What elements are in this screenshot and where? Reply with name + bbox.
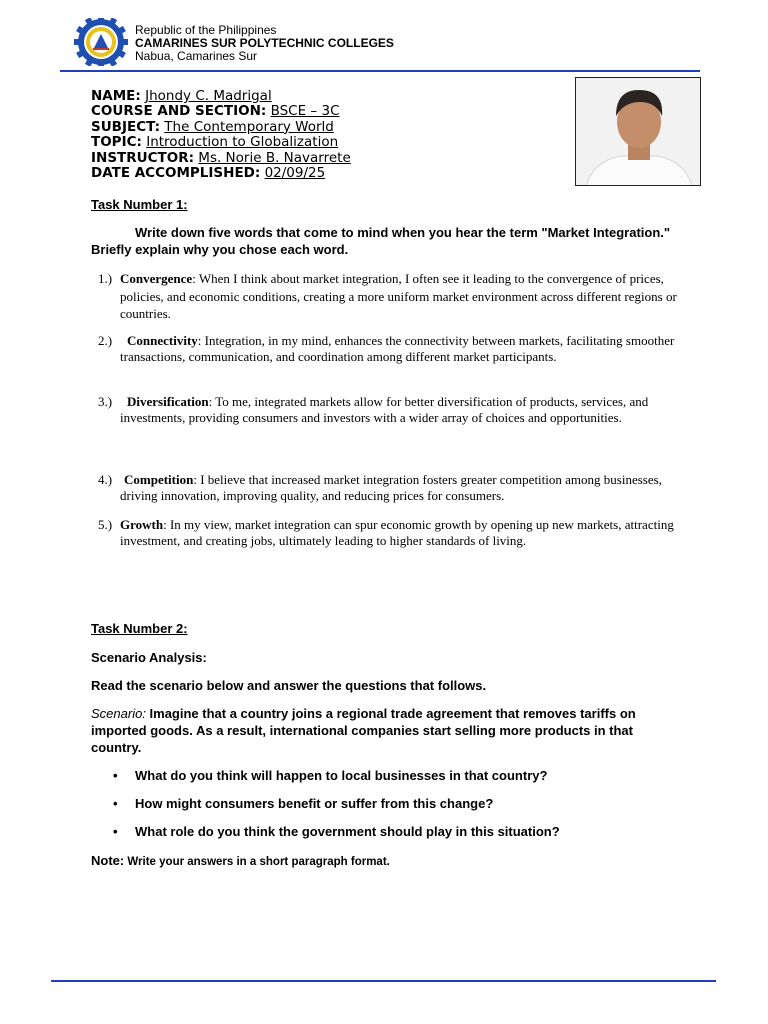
list-item: 1.) Convergence: When I think about market integration, I often see it leading to the convergence of prices, policies, and economic conditions, creating a more uniform market environment across different regions or countries.: [98, 271, 677, 321]
list-item: 5.) Growth: In my view, market integration can spur economic growth by opening up new markets, attracting investment, and creating jobs, ultimately leading to higher standards of living.: [98, 517, 674, 548]
republic-line: Republic of the Philippines: [135, 23, 277, 37]
info-row-topic: TOPIC: Introduction to Globalization: [91, 134, 339, 151]
letterhead-text: [135, 24, 394, 63]
info-row-subject: SUBJECT: The Contemporary World: [91, 118, 334, 135]
info-row-name: NAME: Jhondy C. Madrigal: [91, 88, 272, 104]
list-item: 3.) Diversification: To me, integrated markets allow for better diversification of products, services, and investments, providing consumers and investors with a wider array of choices and opportunities.: [98, 394, 649, 425]
student-info: [91, 89, 351, 181]
task2-instruction: Read the scenario below and answer the questions that follows.: [91, 678, 487, 693]
info-row-date: DATE ACCOMPLISHED: 02/09/25: [91, 165, 326, 182]
portrait-icon: [576, 78, 701, 186]
list-item: 2.) Connectivity: Integration, in my mind, enhances the connectivity between markets, facilitating smoother transactions, communication, and coordination among different market participants.: [98, 333, 675, 364]
student-photo: [575, 77, 701, 186]
task2-heading: Task Number 2:: [91, 621, 188, 636]
footer-rule: [51, 980, 716, 982]
college-address: Nabua, Camarines Sur: [135, 49, 258, 63]
college-seal-logo: [72, 18, 130, 66]
college-name: CAMARINES SUR POLYTECHNIC COLLEGES: [135, 36, 394, 50]
task1-heading: Task Number 1:: [91, 197, 188, 212]
info-row-course: COURSE AND SECTION: BSCE – 3C: [91, 103, 340, 120]
task2-subheading: Scenario Analysis:: [91, 650, 207, 665]
note: Note: Write your answers in a short paragraph format.: [91, 853, 390, 868]
header-rule: [60, 70, 700, 72]
info-row-instructor: INSTRUCTOR: Ms. Norie B. Navarrete: [91, 149, 351, 166]
list-item: 4.) Competition: I believe that increased market integration fosters greater competition among businesses, driving innovation, improving quality, and reducing prices for consumers.: [98, 472, 662, 503]
task1-prompt: Write down five words that come to mind when you hear the term "Market Integration." Briefly explain why you chose each word.: [91, 225, 671, 257]
letterhead: [72, 18, 712, 72]
scenario-paragraph: Scenario: Imagine that a country joins a regional trade agreement that removes tariffs on imported goods. As a result, international companies start selling more products in that country.: [91, 706, 636, 755]
